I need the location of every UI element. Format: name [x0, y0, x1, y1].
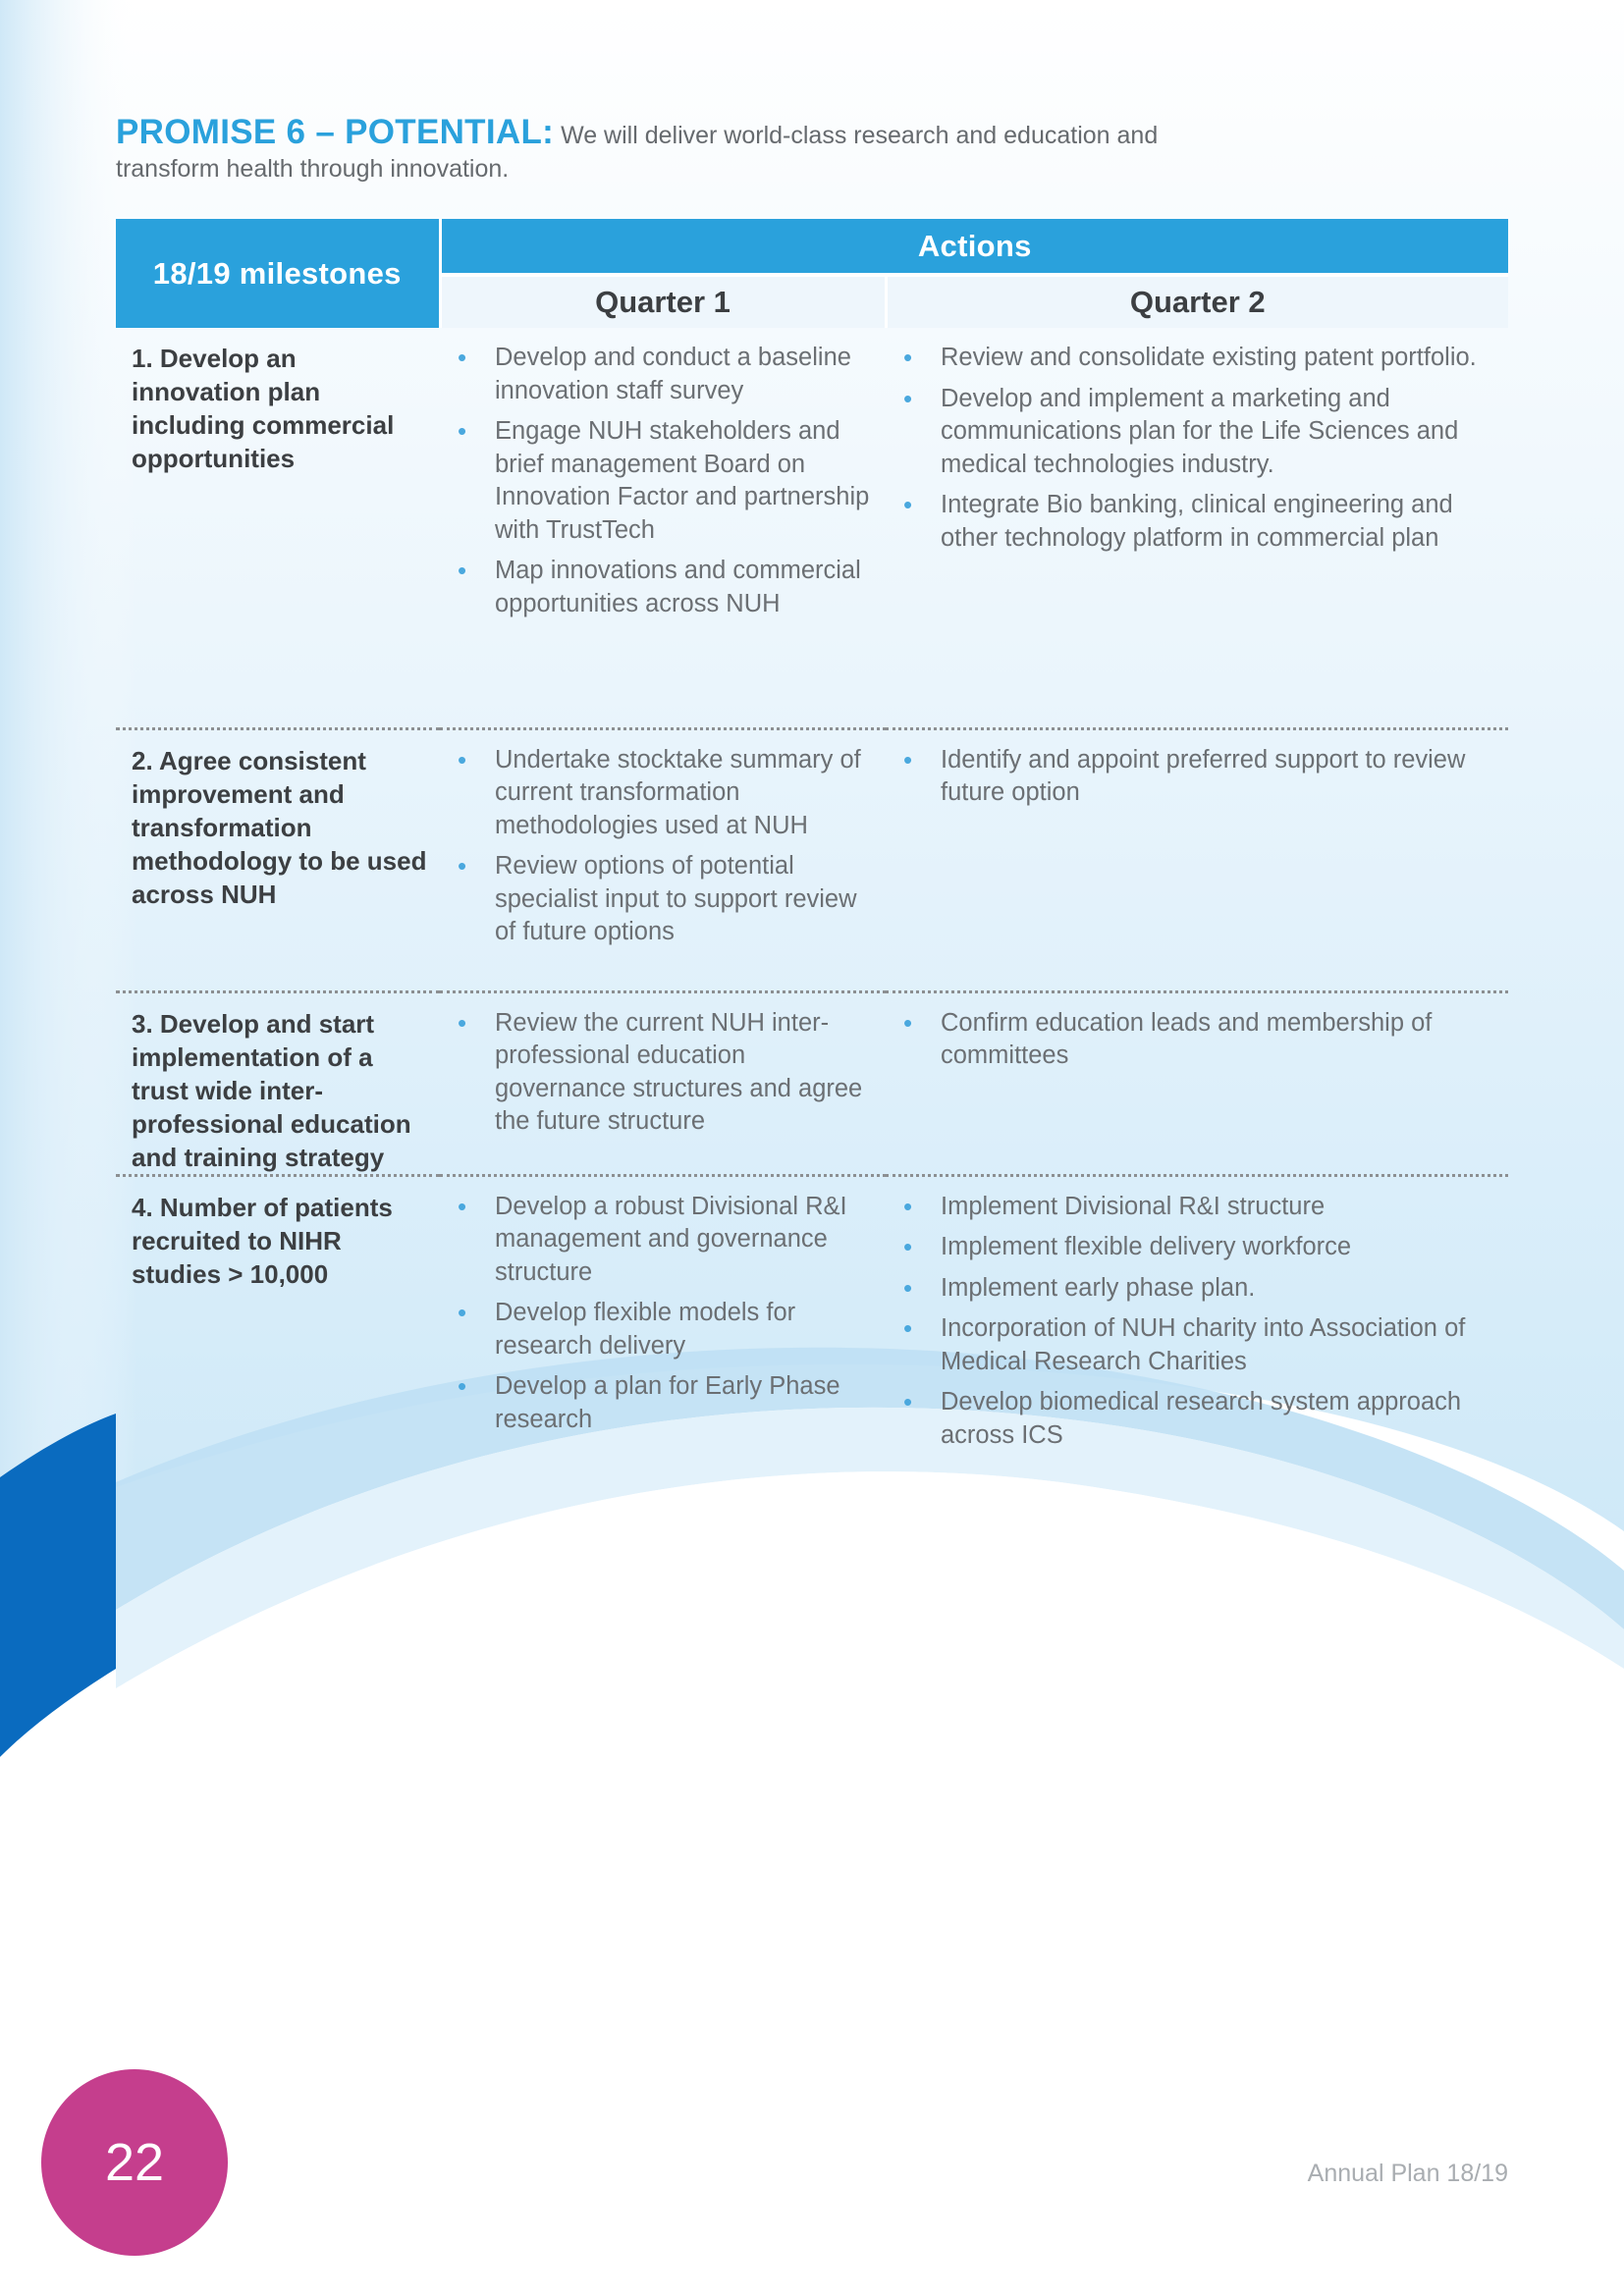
- quarter1-cell: [440, 1175, 886, 1469]
- quarter2-cell: [886, 328, 1508, 728]
- quarter2-header: Quarter 2: [886, 275, 1508, 328]
- action-item: • Confirm education leads and membership of committees: [886, 1007, 1494, 1073]
- quarter1-cell: [440, 328, 886, 728]
- action-list: [886, 328, 1508, 555]
- table-row: [116, 991, 1508, 1175]
- action-item: • Develop a plan for Early Phase research: [440, 1370, 872, 1436]
- document-title-footer: Annual Plan 18/19: [1307, 2160, 1508, 2187]
- action-item: • Integrate Bio banking, clinical engineering and other technology platform in commercial plan: [886, 489, 1494, 555]
- quarter2-cell: [886, 728, 1508, 991]
- action-item: • Engage NUH stakeholders and brief management Board on Innovation Factor and partnership with TrustTech: [440, 415, 872, 547]
- action-list: [886, 993, 1508, 1073]
- milestone-text: 3. Develop and start implementation of a trust wide inter-professional education and training strategy: [132, 1008, 411, 1172]
- action-item: • Incorporation of NUH charity into Association of Medical Research Charities: [886, 1312, 1494, 1378]
- action-list: [886, 730, 1508, 810]
- table-row: [116, 328, 1508, 728]
- milestone-text: 4. Number of patients recruited to NIHR studies > 10,000: [132, 1192, 393, 1289]
- quarter2-cell: [886, 1175, 1508, 1469]
- action-item: • Identify and appoint preferred support to review future option: [886, 744, 1494, 810]
- quarter1-cell: [440, 728, 886, 991]
- milestones-table: [116, 219, 1508, 1469]
- promise-title: PROMISE 6 – POTENTIAL:: [116, 113, 555, 151]
- action-item: • Develop biomedical research system approach across ICS: [886, 1386, 1494, 1452]
- quarter1-header: Quarter 1: [440, 275, 886, 328]
- table-row: [116, 1175, 1508, 1469]
- action-list: [440, 1177, 886, 1437]
- quarter2-cell: [886, 991, 1508, 1175]
- action-item: • Review the current NUH inter-professional education governance structures and agree the future structure: [440, 1007, 872, 1139]
- action-item: • Develop and conduct a baseline innovation staff survey: [440, 342, 872, 407]
- action-list: [440, 993, 886, 1139]
- milestone-cell: [116, 328, 440, 728]
- action-item: • Develop a robust Divisional R&I management and governance structure: [440, 1191, 872, 1290]
- action-item: • Develop and implement a marketing and communications plan for the Life Sciences and medical technologies industry.: [886, 383, 1494, 482]
- promise-description: We will deliver world-class research and education and transform health through innovation.: [116, 122, 1159, 183]
- actions-column-header: Actions: [440, 219, 1508, 275]
- action-item: • Implement Divisional R&I structure: [886, 1191, 1494, 1224]
- action-item: • Implement early phase plan.: [886, 1272, 1494, 1306]
- milestone-cell: [116, 1175, 440, 1469]
- milestones-column-header: 18/19 milestones: [116, 219, 440, 328]
- action-item: • Develop flexible models for research delivery: [440, 1297, 872, 1362]
- page-number-badge: [41, 2069, 228, 2256]
- action-list: [440, 730, 886, 949]
- action-list: [440, 328, 886, 620]
- page-number: 22: [104, 2133, 165, 2192]
- action-item: • Implement flexible delivery workforce: [886, 1231, 1494, 1264]
- milestone-cell: [116, 728, 440, 991]
- action-item: • Review options of potential specialist input to support review of future options: [440, 850, 872, 949]
- action-list: [886, 1177, 1508, 1453]
- action-item: • Undertake stocktake summary of current transformation methodologies used at NUH: [440, 744, 872, 843]
- quarter1-cell: [440, 991, 886, 1175]
- action-item: • Review and consolidate existing patent portfolio.: [886, 342, 1494, 375]
- milestone-cell: [116, 991, 440, 1175]
- milestone-text: 1. Develop an innovation plan including commercial opportunities: [132, 344, 395, 473]
- action-item: • Map innovations and commercial opportunities across NUH: [440, 555, 872, 620]
- milestone-text: 2. Agree consistent improvement and transformation methodology to be used across NUH: [132, 745, 427, 909]
- table-row: [116, 728, 1508, 991]
- promise-heading: [116, 113, 1235, 186]
